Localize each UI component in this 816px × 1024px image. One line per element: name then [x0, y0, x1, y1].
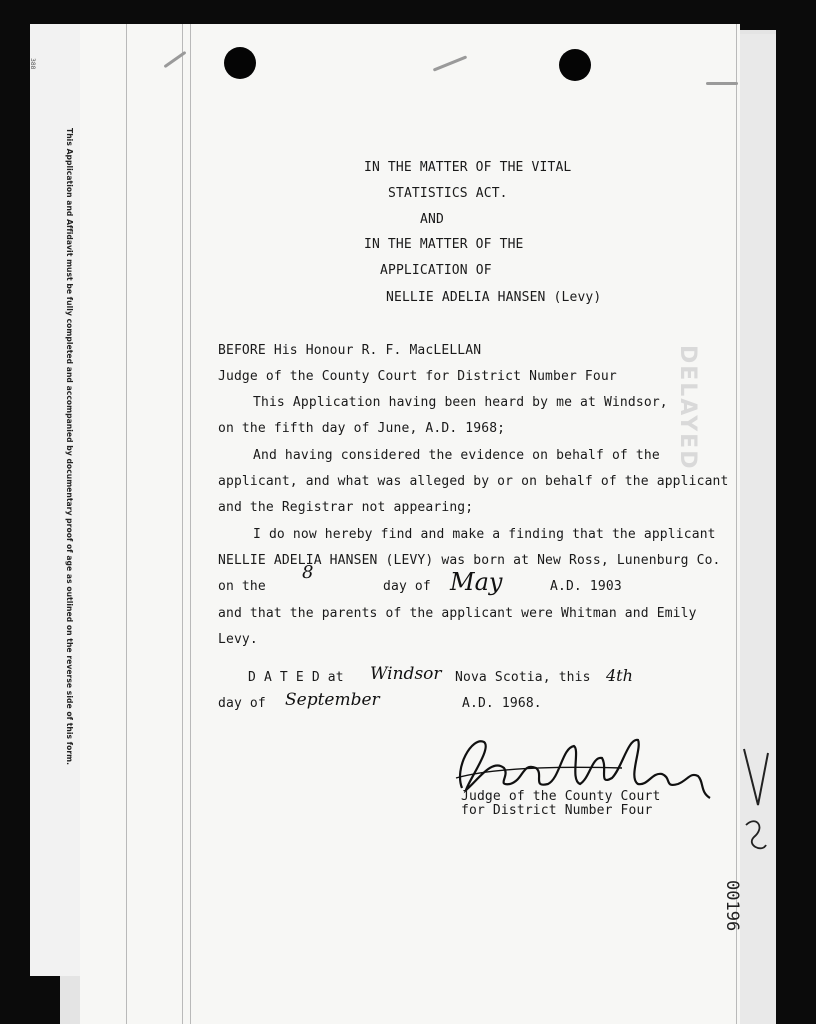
body-text: applicant, and what was alleged by or on behalf of the applicant: [218, 474, 729, 489]
body-text: And having considered the evidence on behalf of the: [253, 448, 660, 463]
dated-place-handwritten: Windsor: [370, 664, 442, 684]
margin-page-number: 00196: [722, 880, 742, 932]
dated-label: D A T E D at: [248, 670, 344, 685]
side-instruction: This Application and Affidavit must be fully completed and accompanied by documentary proof of age as outlined on the reverse side of this form.: [65, 128, 74, 766]
punch-hole: [224, 47, 256, 79]
faded-stamp: DELAYED: [675, 345, 700, 471]
body-text: This Application having been heard by me at Windsor,: [253, 395, 668, 410]
caption-line: AND: [420, 212, 444, 227]
side-form-strip: [30, 24, 83, 976]
on-the-label: on the: [218, 579, 266, 594]
dated-province: Nova Scotia, this: [455, 670, 591, 685]
caption-line: IN THE MATTER OF THE VITAL: [364, 160, 572, 175]
dated-day-handwritten: 4th: [606, 666, 633, 685]
birth-year: A.D. 1903: [550, 579, 622, 594]
margin-rule-left-2: [182, 24, 183, 1024]
form-code: 388: [29, 58, 36, 70]
punch-hole: [559, 49, 591, 81]
birth-month-handwritten: May: [450, 568, 503, 596]
body-text: NELLIE ADELIA HANSEN (LEVY) was born at New Ross, Lunenburg Co.: [218, 553, 721, 568]
dated-month-handwritten: September: [285, 690, 380, 710]
caption-line: STATISTICS ACT.: [388, 186, 508, 201]
body-text: on the fifth day of June, A.D. 1968;: [218, 421, 506, 436]
signature-title: for District Number Four: [461, 803, 653, 818]
judge-title: Judge of the County Court for District Number Four: [218, 369, 617, 384]
body-text: Levy.: [218, 632, 258, 647]
underlying-sheet-edge: [740, 34, 776, 1024]
margin-rule-right: [736, 24, 737, 1024]
margin-scribble: [738, 745, 772, 865]
birth-day-handwritten: 8: [302, 562, 314, 583]
staple-mark: [706, 82, 738, 85]
margin-rule-left-3: [190, 24, 191, 1024]
caption-line: IN THE MATTER OF THE: [364, 237, 524, 252]
applicant-name-caption: NELLIE ADELIA HANSEN (Levy): [386, 290, 602, 305]
caption-line: APPLICATION OF: [380, 263, 492, 278]
body-text: I do now hereby find and make a finding that the applicant: [253, 527, 716, 542]
day-of-label: day of: [218, 696, 266, 711]
body-text: and that the parents of the applicant were Whitman and Emily: [218, 606, 697, 621]
day-of-label: day of: [383, 579, 431, 594]
signature-title: Judge of the County Court: [461, 789, 661, 804]
margin-rule-left: [126, 24, 127, 1024]
before-line: BEFORE His Honour R. F. MacLELLAN: [218, 343, 482, 358]
dated-year: A.D. 1968.: [462, 696, 542, 711]
body-text: and the Registrar not appearing;: [218, 500, 474, 515]
